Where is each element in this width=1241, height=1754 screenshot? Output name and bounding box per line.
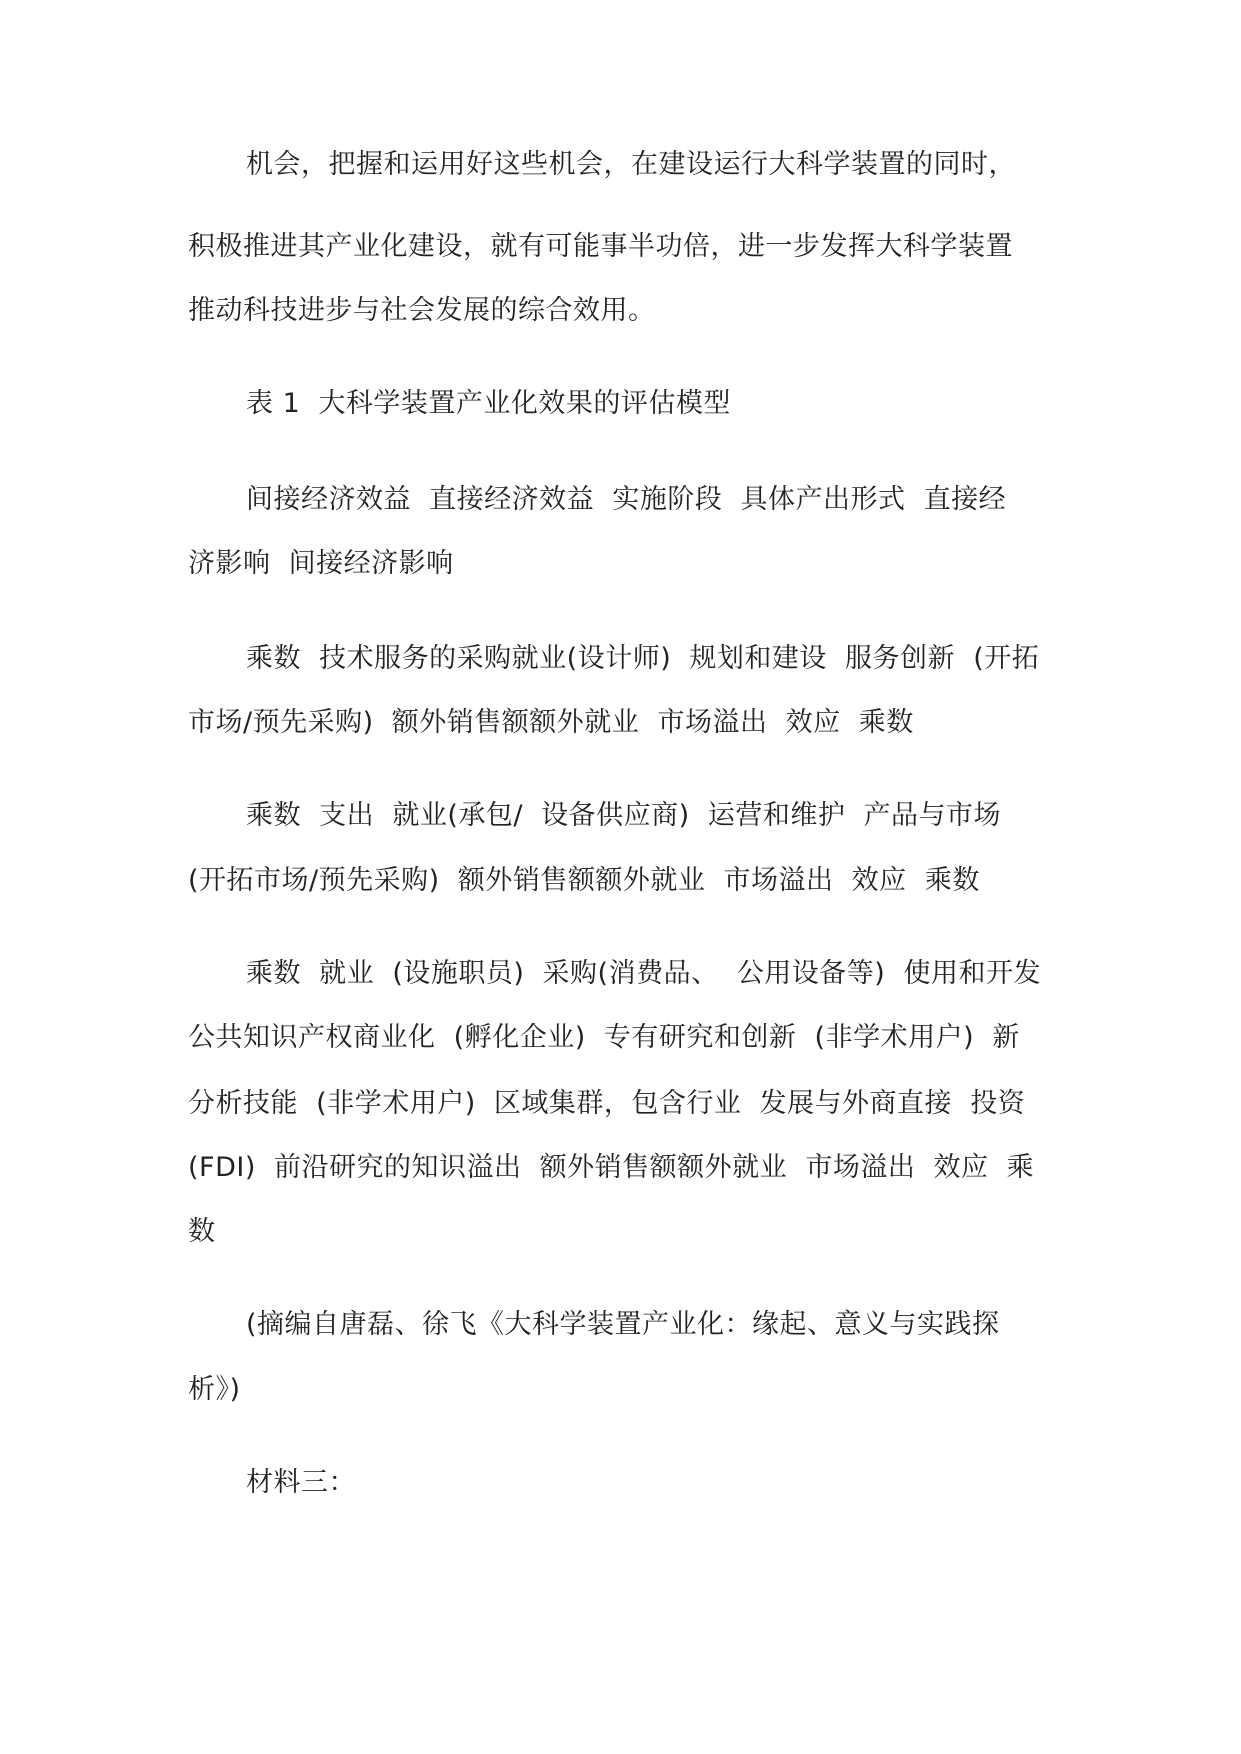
table-row-1-line-1: 乘数 技术服务的采购就业(设计师) 规划和建设 服务创新 (开拓 bbox=[246, 643, 1040, 674]
paragraph-1-line-1: 机会，把握和运用好这些机会，在建设运行大科学装置的同时， bbox=[246, 149, 1016, 180]
section-heading-material-three: 材料三： bbox=[246, 1467, 356, 1498]
source-note-line-1: (摘编自唐磊、徐飞《大科学装置产业化：缘起、意义与实践探 bbox=[246, 1309, 1000, 1340]
table-row-3-line-3: 分析技能 (非学术用户) 区域集群，包含行业 发展与外商直接 投资 bbox=[188, 1088, 1026, 1119]
table-header-line-2: 济影响 间接经济影响 bbox=[188, 548, 454, 579]
table-row-3-line-2: 公共知识产权商业化 (孵化企业) 专有研究和创新 (非学术用户) 新 bbox=[188, 1022, 1020, 1053]
source-note-line-2: 析》) bbox=[188, 1374, 241, 1405]
table-row-3-line-5: 数 bbox=[188, 1216, 216, 1247]
table-row-3-line-4: (FDI) 前沿研究的知识溢出 额外销售额额外就业 市场溢出 效应 乘 bbox=[188, 1152, 1035, 1183]
table-row-3-line-1: 乘数 就业 (设施职员) 采购(消费品、 公用设备等) 使用和开发 bbox=[246, 958, 1041, 989]
table-row-1-line-2: 市场/预先采购) 额外销售额额外就业 市场溢出 效应 乘数 bbox=[188, 707, 914, 738]
paragraph-1-line-3: 推动科技进步与社会发展的综合效用。 bbox=[188, 295, 656, 326]
paragraph-1-line-2: 积极推进其产业化建设，就有可能事半功倍，进一步发挥大科学装置 bbox=[188, 231, 1013, 262]
table-row-2-line-2: (开拓市场/预先采购) 额外销售额额外就业 市场溢出 效应 乘数 bbox=[188, 865, 980, 896]
table-row-2-line-1: 乘数 支出 就业(承包/ 设备供应商) 运营和维护 产品与市场 bbox=[246, 800, 1001, 831]
table-caption: 表 1 大科学装置产业化效果的评估模型 bbox=[246, 388, 731, 419]
table-header-line-1: 间接经济效益 直接经济效益 实施阶段 具体产出形式 直接经 bbox=[246, 484, 1007, 515]
